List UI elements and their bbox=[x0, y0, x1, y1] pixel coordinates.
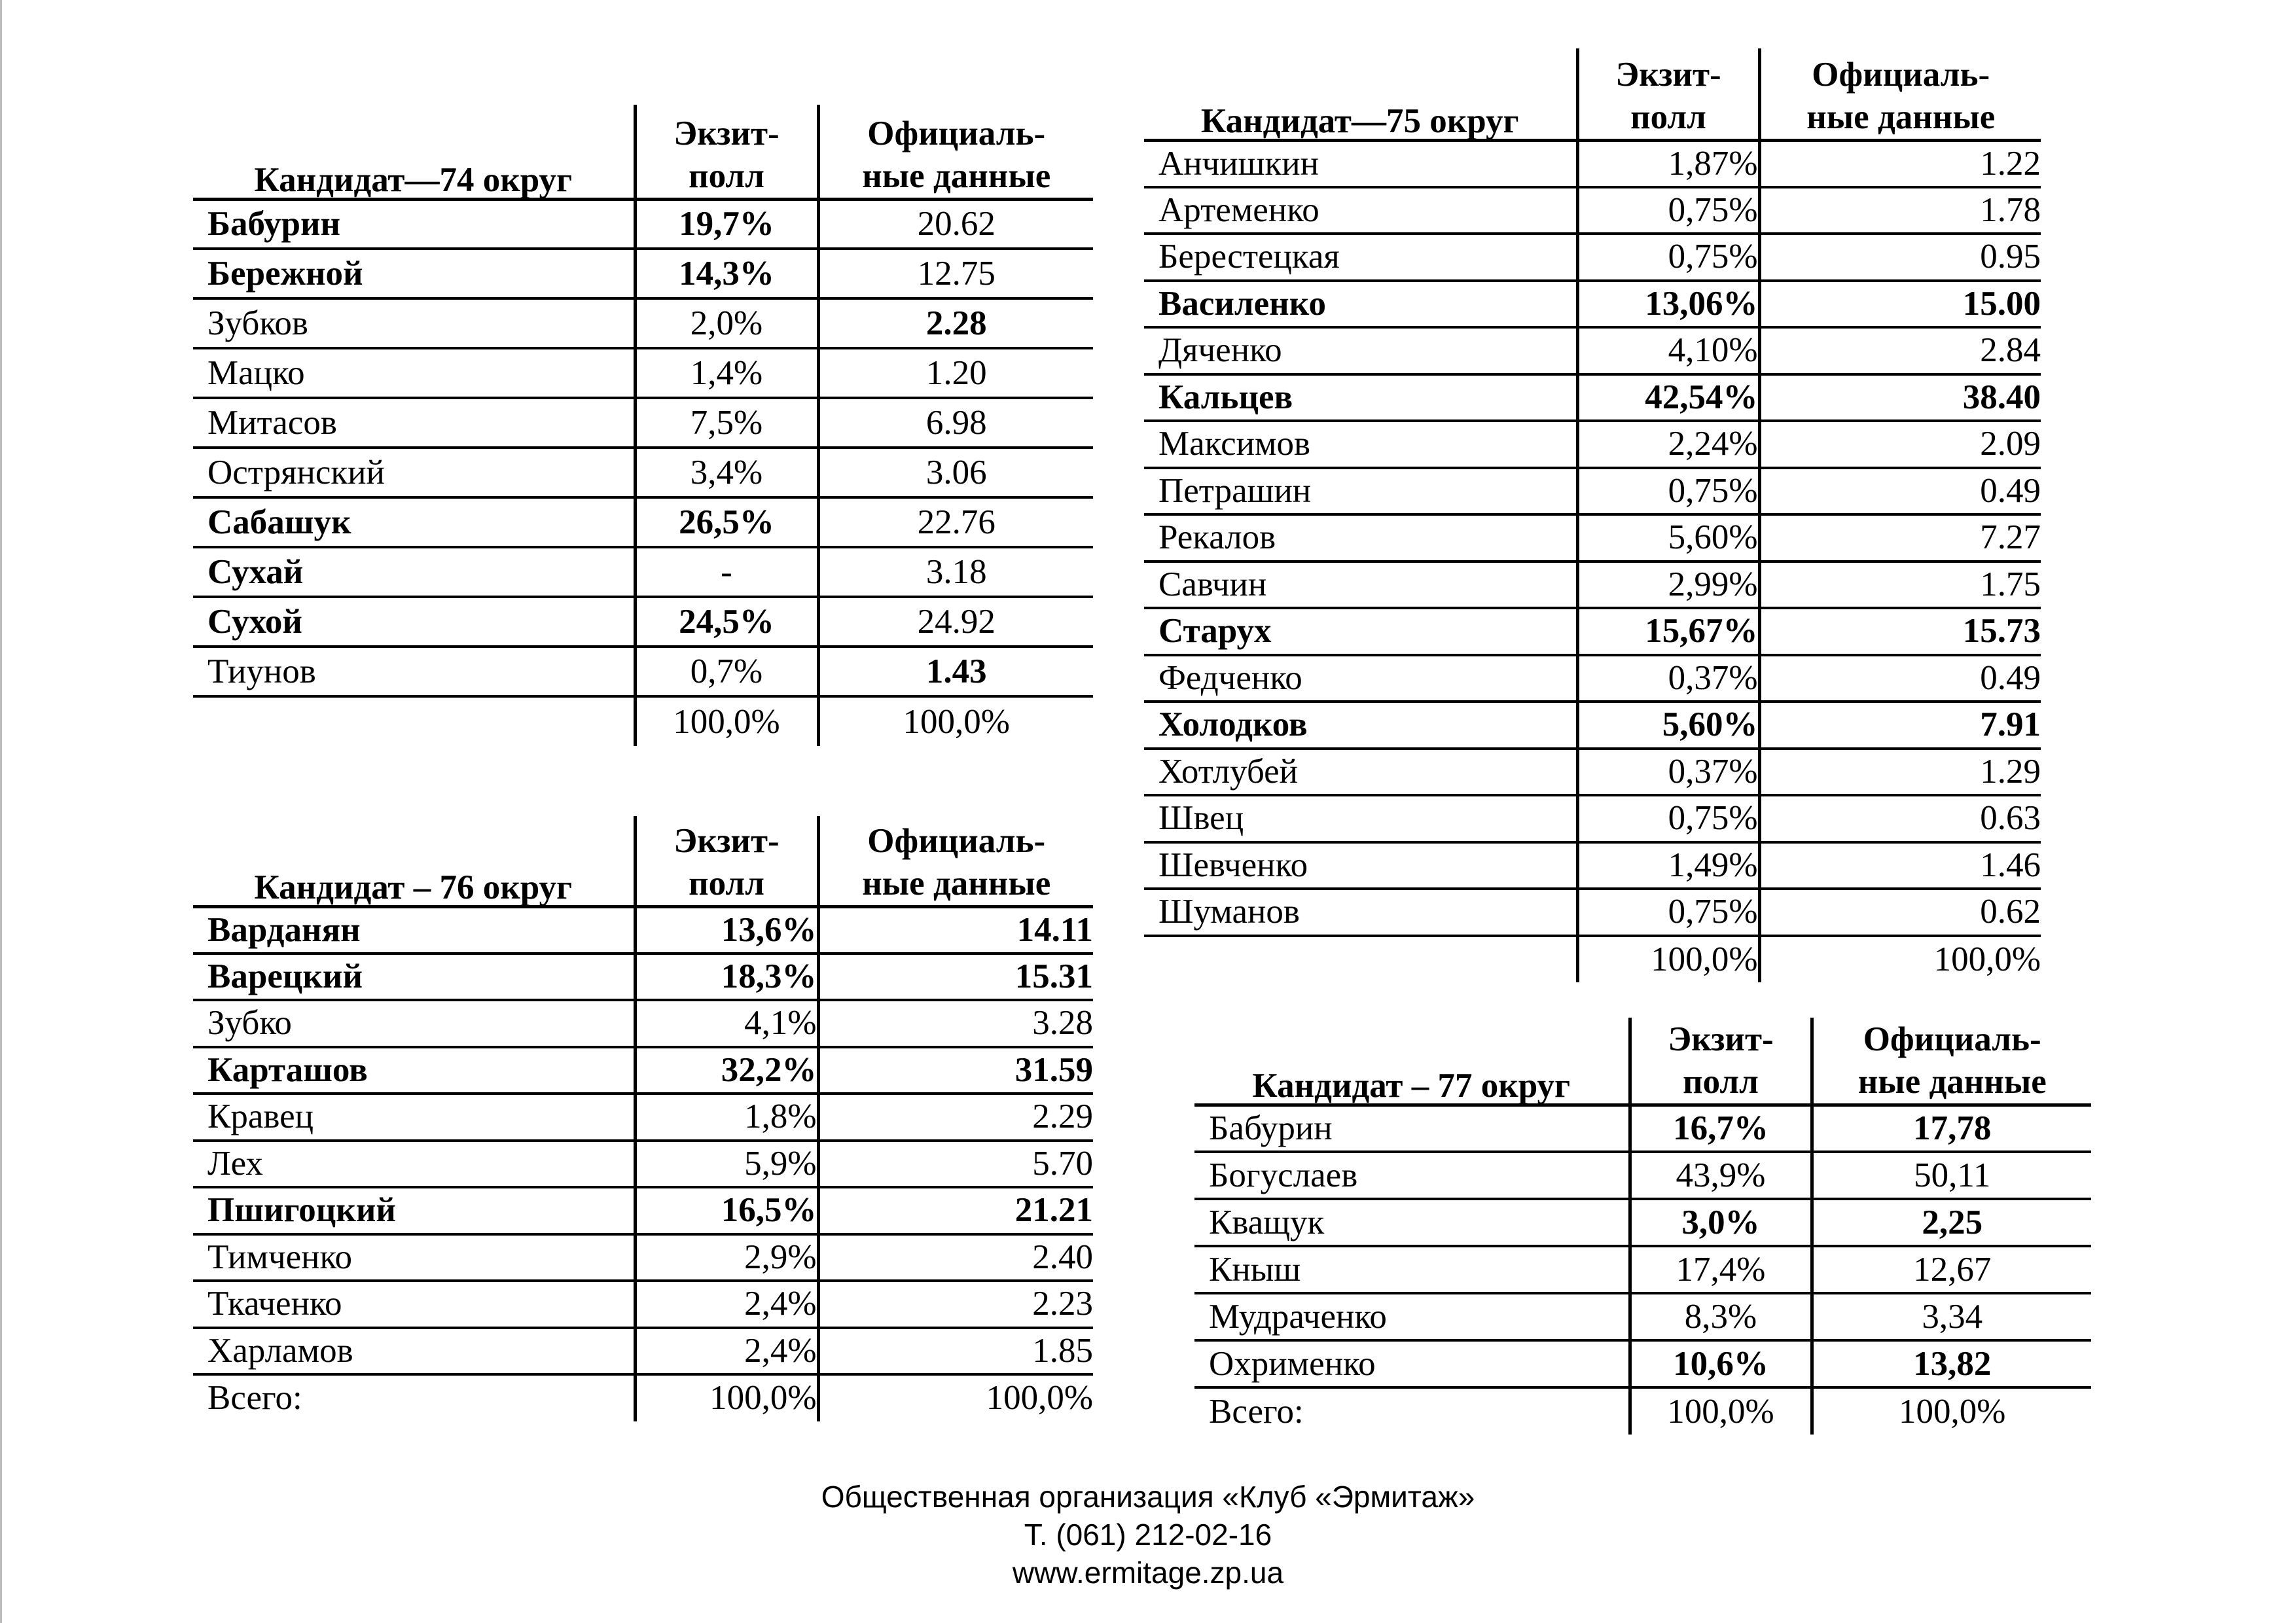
table-row bbox=[1144, 514, 2041, 562]
table-row bbox=[1144, 702, 2041, 749]
candidate-name: Тимченко bbox=[193, 1234, 635, 1281]
table-row bbox=[1194, 1293, 2091, 1340]
header-candidate: Кандидат—75 округ bbox=[1144, 48, 1577, 140]
candidate-name: Мудраченко bbox=[1194, 1293, 1630, 1340]
official-value: 15.00 bbox=[1759, 281, 2041, 328]
official-value: 3.18 bbox=[818, 547, 1093, 597]
official-value: 3.28 bbox=[818, 1000, 1093, 1047]
official-value: 2.29 bbox=[818, 1094, 1093, 1141]
header-exit-poll: Экзит- полл bbox=[635, 816, 818, 906]
footer-organization: Общественная организация «Клуб «Эрмитаж» bbox=[821, 1480, 1475, 1514]
table-district-75 bbox=[1144, 48, 2041, 982]
table-row bbox=[193, 1047, 1093, 1094]
candidate-name: Шуманов bbox=[1144, 889, 1577, 936]
official-value: 24.92 bbox=[818, 597, 1093, 647]
footer bbox=[0, 1478, 2296, 1592]
table-row bbox=[1144, 655, 2041, 702]
table-row bbox=[1194, 1199, 2091, 1246]
total-exit-poll: 100,0% bbox=[1577, 936, 1759, 983]
table-row bbox=[1194, 1105, 2091, 1152]
official-value: 0.62 bbox=[1759, 889, 2041, 936]
candidate-name: Зубко bbox=[193, 1000, 635, 1047]
exit-poll-value: 1,49% bbox=[1577, 842, 1759, 889]
table-row bbox=[1144, 187, 2041, 234]
official-value: 17,78 bbox=[1812, 1105, 2091, 1152]
official-value: 1.85 bbox=[818, 1328, 1093, 1375]
official-value: 2,25 bbox=[1812, 1199, 2091, 1246]
candidate-name: Сухай bbox=[193, 547, 635, 597]
table-row bbox=[193, 1328, 1093, 1375]
candidate-name: Карташов bbox=[193, 1047, 635, 1094]
table-header-row bbox=[193, 816, 1093, 906]
official-value: 1.43 bbox=[818, 647, 1093, 696]
header-official: Официаль- ные данные bbox=[818, 816, 1093, 906]
exit-poll-value: 3,0% bbox=[1630, 1199, 1812, 1246]
header-exit-poll: Экзит- полл bbox=[635, 105, 818, 199]
official-value: 7.91 bbox=[1759, 702, 2041, 749]
candidate-name: Дяченко bbox=[1144, 327, 1577, 374]
table-row bbox=[193, 1234, 1093, 1281]
candidate-name: Сухой bbox=[193, 597, 635, 647]
table-row bbox=[1144, 842, 2041, 889]
official-value: 1.75 bbox=[1759, 562, 2041, 609]
exit-poll-value: 14,3% bbox=[635, 249, 818, 298]
exit-poll-value: 13,06% bbox=[1577, 281, 1759, 328]
table-row bbox=[1144, 889, 2041, 936]
exit-poll-value: 0,7% bbox=[635, 647, 818, 696]
candidate-name: Тиунов bbox=[193, 647, 635, 696]
candidate-name: Хотлубей bbox=[1144, 749, 1577, 796]
table-row bbox=[1144, 421, 2041, 468]
header-exit-poll: Экзит- полл bbox=[1577, 48, 1759, 140]
exit-poll-value: 5,9% bbox=[635, 1141, 818, 1188]
table-row bbox=[1194, 1246, 2091, 1293]
page-left-edge bbox=[0, 0, 2, 1623]
total-official: 100,0% bbox=[1812, 1387, 2091, 1435]
official-value: 6.98 bbox=[818, 398, 1093, 448]
exit-poll-value: 18,3% bbox=[635, 954, 818, 1001]
footer-phone: Т. (061) 212-02-16 bbox=[1024, 1518, 1272, 1552]
official-value: 2.84 bbox=[1759, 327, 2041, 374]
candidate-name: Мацко bbox=[193, 348, 635, 398]
exit-poll-value: 42,54% bbox=[1577, 374, 1759, 421]
candidate-name: Старух bbox=[1144, 608, 1577, 655]
total-exit-poll: 100,0% bbox=[1630, 1387, 1812, 1435]
table-row bbox=[193, 298, 1093, 348]
official-value: 1.22 bbox=[1759, 140, 2041, 187]
candidate-name: Федченко bbox=[1144, 655, 1577, 702]
header-exit-poll: Экзит- полл bbox=[1630, 1018, 1812, 1105]
candidate-name: Острянский bbox=[193, 448, 635, 497]
candidate-name: Бабурин bbox=[193, 199, 635, 249]
exit-poll-value: 5,60% bbox=[1577, 514, 1759, 562]
candidate-name: Кващук bbox=[1194, 1199, 1630, 1246]
total-official: 100,0% bbox=[1759, 936, 2041, 983]
exit-poll-value: 0,75% bbox=[1577, 468, 1759, 515]
official-value: 2.09 bbox=[1759, 421, 2041, 468]
exit-poll-value: 0,37% bbox=[1577, 655, 1759, 702]
total-label bbox=[193, 696, 635, 746]
exit-poll-value: 16,5% bbox=[635, 1187, 818, 1234]
official-value: 1.78 bbox=[1759, 187, 2041, 234]
header-candidate: Кандидат – 76 округ bbox=[193, 816, 635, 906]
table-row bbox=[1194, 1152, 2091, 1199]
candidate-name: Артеменко bbox=[1144, 187, 1577, 234]
exit-poll-value: 15,67% bbox=[1577, 608, 1759, 655]
official-value: 2.23 bbox=[818, 1281, 1093, 1328]
candidate-name: Зубков bbox=[193, 298, 635, 348]
total-label bbox=[1144, 936, 1577, 983]
official-value: 0.49 bbox=[1759, 655, 2041, 702]
table-row bbox=[1144, 374, 2041, 421]
total-official: 100,0% bbox=[818, 696, 1093, 746]
exit-poll-value: 2,24% bbox=[1577, 421, 1759, 468]
table-row bbox=[193, 497, 1093, 547]
candidate-name: Савчин bbox=[1144, 562, 1577, 609]
table-row bbox=[193, 249, 1093, 298]
candidate-name: Сабашук bbox=[193, 497, 635, 547]
table-row bbox=[193, 1141, 1093, 1188]
official-value: 5.70 bbox=[818, 1141, 1093, 1188]
table-row bbox=[193, 954, 1093, 1001]
total-row bbox=[193, 1374, 1093, 1421]
exit-poll-value: 0,75% bbox=[1577, 234, 1759, 281]
table-row bbox=[1194, 1340, 2091, 1387]
table-row bbox=[193, 647, 1093, 696]
candidate-name: Варецкий bbox=[193, 954, 635, 1001]
exit-poll-value: 0,75% bbox=[1577, 795, 1759, 842]
official-value: 15.31 bbox=[818, 954, 1093, 1001]
candidate-name: Варданян bbox=[193, 906, 635, 954]
exit-poll-value: 13,6% bbox=[635, 906, 818, 954]
table-row bbox=[193, 597, 1093, 647]
table-row bbox=[193, 1094, 1093, 1141]
footer-website[interactable]: www.ermitage.zp.ua bbox=[1012, 1556, 1284, 1590]
official-value: 1.20 bbox=[818, 348, 1093, 398]
header-candidate: Кандидат—74 округ bbox=[193, 105, 635, 199]
table-row bbox=[1144, 468, 2041, 515]
candidate-name: Охрименко bbox=[1194, 1340, 1630, 1387]
candidate-name: Митасов bbox=[193, 398, 635, 448]
header-official: Официаль- ные данные bbox=[1759, 48, 2041, 140]
candidate-name: Бережной bbox=[193, 249, 635, 298]
table-district-76 bbox=[193, 816, 1093, 1421]
candidate-name: Берестецкая bbox=[1144, 234, 1577, 281]
table-row bbox=[1144, 795, 2041, 842]
exit-poll-value: 2,0% bbox=[635, 298, 818, 348]
table-row bbox=[1144, 234, 2041, 281]
exit-poll-value: 8,3% bbox=[1630, 1293, 1812, 1340]
exit-poll-value: 2,4% bbox=[635, 1328, 818, 1375]
exit-poll-value: 19,7% bbox=[635, 199, 818, 249]
candidate-name: Кальцев bbox=[1144, 374, 1577, 421]
exit-poll-value: 2,9% bbox=[635, 1234, 818, 1281]
candidate-name: Пшигоцкий bbox=[193, 1187, 635, 1234]
total-label: Всего: bbox=[207, 1379, 302, 1418]
candidate-name: Шевченко bbox=[1144, 842, 1577, 889]
total-row bbox=[1144, 936, 2041, 983]
exit-poll-value: 1,4% bbox=[635, 348, 818, 398]
candidate-name: Богуслаев bbox=[1194, 1152, 1630, 1199]
exit-poll-value: 0,37% bbox=[1577, 749, 1759, 796]
official-value: 1.29 bbox=[1759, 749, 2041, 796]
official-value: 38.40 bbox=[1759, 374, 2041, 421]
official-value: 0.49 bbox=[1759, 468, 2041, 515]
table-row bbox=[1144, 327, 2041, 374]
candidate-name: Рекалов bbox=[1144, 514, 1577, 562]
table-district-77 bbox=[1194, 1018, 2091, 1435]
table-row bbox=[193, 1281, 1093, 1328]
exit-poll-value: - bbox=[635, 547, 818, 597]
total-official: 100,0% bbox=[818, 1374, 1093, 1421]
table-row bbox=[193, 1187, 1093, 1234]
candidate-name: Харламов bbox=[193, 1328, 635, 1375]
exit-poll-value: 3,4% bbox=[635, 448, 818, 497]
table-row bbox=[193, 348, 1093, 398]
table-header-row bbox=[193, 105, 1093, 199]
exit-poll-value: 17,4% bbox=[1630, 1246, 1812, 1293]
official-value: 2.40 bbox=[818, 1234, 1093, 1281]
exit-poll-value: 43,9% bbox=[1630, 1152, 1812, 1199]
candidate-name: Холодков bbox=[1144, 702, 1577, 749]
header-candidate: Кандидат – 77 округ bbox=[1194, 1018, 1630, 1105]
exit-poll-value: 26,5% bbox=[635, 497, 818, 547]
table-row bbox=[1144, 749, 2041, 796]
official-value: 31.59 bbox=[818, 1047, 1093, 1094]
exit-poll-value: 5,60% bbox=[1577, 702, 1759, 749]
table-row bbox=[193, 398, 1093, 448]
official-value: 7.27 bbox=[1759, 514, 2041, 562]
table-row bbox=[193, 906, 1093, 954]
candidate-name: Бабурин bbox=[1194, 1105, 1630, 1152]
candidate-name: Анчишкин bbox=[1144, 140, 1577, 187]
official-value: 50,11 bbox=[1812, 1152, 2091, 1199]
official-value: 13,82 bbox=[1812, 1340, 2091, 1387]
exit-poll-value: 24,5% bbox=[635, 597, 818, 647]
exit-poll-value: 4,1% bbox=[635, 1000, 818, 1047]
official-value: 0.95 bbox=[1759, 234, 2041, 281]
exit-poll-value: 2,99% bbox=[1577, 562, 1759, 609]
table-row bbox=[193, 1000, 1093, 1047]
table-row bbox=[1144, 281, 2041, 328]
exit-poll-value: 1,87% bbox=[1577, 140, 1759, 187]
table-row bbox=[193, 448, 1093, 497]
total-exit-poll: 100,0% bbox=[635, 696, 818, 746]
official-value: 15.73 bbox=[1759, 608, 2041, 655]
official-value: 14.11 bbox=[818, 906, 1093, 954]
total-exit-poll: 100,0% bbox=[635, 1374, 818, 1421]
table-row bbox=[1144, 608, 2041, 655]
exit-poll-value: 7,5% bbox=[635, 398, 818, 448]
candidate-name: Максимов bbox=[1144, 421, 1577, 468]
candidate-name: Кныш bbox=[1194, 1246, 1630, 1293]
total-row bbox=[193, 696, 1093, 746]
candidate-name: Кравец bbox=[193, 1094, 635, 1141]
exit-poll-value: 1,8% bbox=[635, 1094, 818, 1141]
candidate-name: Петрашин bbox=[1144, 468, 1577, 515]
exit-poll-value: 10,6% bbox=[1630, 1340, 1812, 1387]
table-row bbox=[193, 199, 1093, 249]
table-row bbox=[1144, 140, 2041, 187]
official-value: 12,67 bbox=[1812, 1246, 2091, 1293]
exit-poll-value: 4,10% bbox=[1577, 327, 1759, 374]
candidate-name: Василенко bbox=[1144, 281, 1577, 328]
total-label: Всего: bbox=[1209, 1392, 1304, 1431]
table-district-74 bbox=[193, 105, 1093, 746]
exit-poll-value: 0,75% bbox=[1577, 889, 1759, 936]
official-value: 20.62 bbox=[818, 199, 1093, 249]
exit-poll-value: 32,2% bbox=[635, 1047, 818, 1094]
official-value: 3.06 bbox=[818, 448, 1093, 497]
total-row bbox=[1194, 1387, 2091, 1435]
table-header-row bbox=[1194, 1018, 2091, 1105]
official-value: 12.75 bbox=[818, 249, 1093, 298]
official-value: 22.76 bbox=[818, 497, 1093, 547]
official-value: 2.28 bbox=[818, 298, 1093, 348]
table-row bbox=[1144, 562, 2041, 609]
official-value: 21.21 bbox=[818, 1187, 1093, 1234]
header-official: Официаль- ные данные bbox=[1812, 1018, 2091, 1105]
table-header-row bbox=[1144, 48, 2041, 140]
candidate-name: Швец bbox=[1144, 795, 1577, 842]
header-official: Официаль- ные данные bbox=[818, 105, 1093, 199]
official-value: 3,34 bbox=[1812, 1293, 2091, 1340]
exit-poll-value: 16,7% bbox=[1630, 1105, 1812, 1152]
candidate-name: Ткаченко bbox=[193, 1281, 635, 1328]
exit-poll-value: 2,4% bbox=[635, 1281, 818, 1328]
candidate-name: Лех bbox=[193, 1141, 635, 1188]
exit-poll-value: 0,75% bbox=[1577, 187, 1759, 234]
table-row bbox=[193, 547, 1093, 597]
official-value: 0.63 bbox=[1759, 795, 2041, 842]
official-value: 1.46 bbox=[1759, 842, 2041, 889]
